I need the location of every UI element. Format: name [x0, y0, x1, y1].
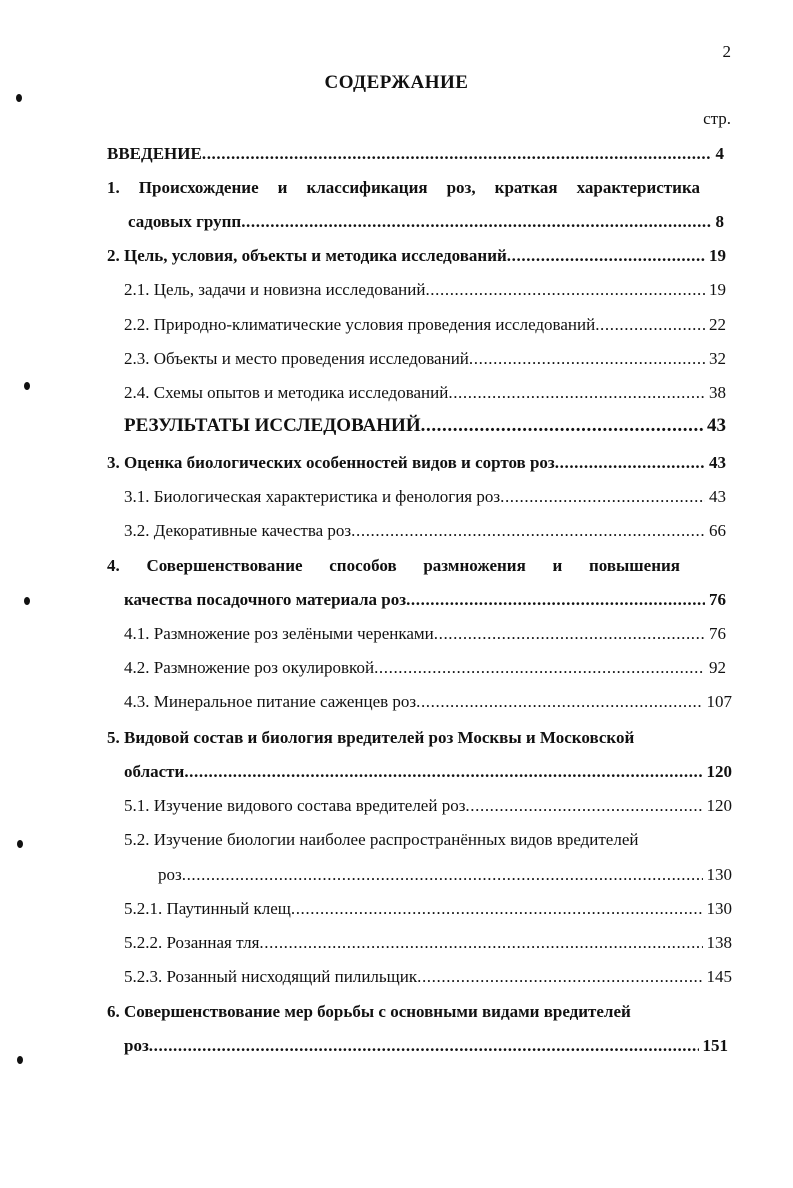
toc-entry-page: 130 [706, 899, 732, 918]
toc-entry-label: 4.3. Минеральное питание саженцев роз [124, 692, 417, 711]
toc-entry-section-6-line1: 6. Совершенствование мер борьбы с основными видами вредителей [107, 1002, 631, 1021]
toc-entry-section-4-1 [124, 622, 726, 646]
toc-entry-page: 120 [706, 796, 732, 815]
toc-entry-page: 66 [709, 521, 726, 540]
toc-entry-label: 3.1. Биологическая характеристика и фенология роз [124, 487, 501, 506]
page-title: СОДЕРЖАНИЕ [324, 72, 469, 93]
toc-entry-page: 4 [715, 144, 724, 163]
toc-entry-page: 32 [709, 349, 726, 368]
scan-margin-mark [17, 840, 23, 848]
toc-entry-section-2-3 [124, 347, 726, 371]
toc-leader-dots [448, 381, 705, 405]
toc-entry-section-3 [107, 451, 726, 475]
toc-leader-dots [291, 897, 703, 921]
toc-leader-dots [500, 485, 705, 509]
toc-entry-section-1-line1: 1. Происхождение и классификация роз, краткая характеристика [107, 178, 700, 197]
toc-leader-dots [417, 965, 702, 989]
toc-entry-label: 3.2. Декоративные качества роз [124, 521, 352, 540]
toc-leader-dots [149, 1034, 699, 1058]
toc-entry-page: 138 [706, 933, 732, 952]
toc-entry-section-5-2-1 [124, 897, 732, 921]
toc-leader-dots [416, 690, 702, 714]
scan-margin-mark [24, 597, 30, 605]
toc-leader-dots [374, 656, 705, 680]
toc-leader-dots [184, 760, 702, 784]
toc-entry-section-5-2 [158, 863, 732, 887]
toc-entry-label: 3. Оценка биологических особенностей видов и сортов роз [107, 453, 555, 472]
toc-entry-label: роз [158, 865, 182, 884]
toc-entry-section-3-2 [124, 519, 726, 543]
toc-entry-label: 2. Цель, условия, объекты и методика исследований [107, 246, 507, 265]
toc-entry-page: 43 [709, 487, 726, 506]
toc-entry-page: 120 [706, 762, 732, 781]
toc-entry-label: 4.2. Размножение роз окулировкой [124, 658, 375, 677]
toc-entry-page: 145 [706, 967, 732, 986]
toc-entry-page: 107 [706, 692, 732, 711]
toc-entry-label: 4.1. Размножение роз зелёными черенками [124, 624, 434, 643]
toc-leader-dots [406, 588, 705, 612]
toc-leader-dots [555, 451, 705, 475]
toc-entry-section-5-2-line1: 5.2. Изучение биологии наиболее распространённых видов вредителей [124, 830, 639, 849]
toc-entry-label: 5.2.3. Розанный нисходящий пилильщик [124, 967, 418, 986]
toc-entry-page: 43 [707, 415, 726, 436]
scan-margin-mark [17, 1056, 23, 1064]
toc-entry-section-4-2 [124, 656, 726, 680]
toc-entry-section-6 [124, 1034, 728, 1058]
toc-entry-label: области [124, 762, 185, 781]
toc-leader-dots [202, 142, 712, 166]
toc-entry-label: садовых групп [128, 212, 242, 231]
scan-margin-mark [16, 94, 22, 102]
toc-leader-dots [434, 622, 705, 646]
toc-entry-page: 76 [709, 624, 726, 643]
toc-entry-label: качества посадочного материала роз [124, 590, 407, 609]
toc-entry-section-5-2-3 [124, 965, 732, 989]
toc-leader-dots [595, 313, 705, 337]
toc-entry-page: 38 [709, 383, 726, 402]
toc-entry-section-2-2 [124, 313, 726, 337]
toc-entry-label: 2.3. Объекты и место проведения исследований [124, 349, 469, 368]
toc-entry-section-5-1 [124, 794, 732, 818]
toc-entry-section-4 [124, 588, 726, 612]
toc-leader-dots [425, 278, 705, 302]
toc-entry-introduction [107, 142, 724, 166]
toc-leader-dots [182, 863, 703, 887]
toc-entry-section-5-2-2 [124, 931, 732, 955]
toc-entry-section-3-1 [124, 485, 726, 509]
toc-entry-label: 5.1. Изучение видового состава вредителей роз [124, 796, 466, 815]
toc-entry-page: 130 [706, 865, 732, 884]
toc-entry-page: 22 [709, 315, 726, 334]
toc-entry-results [124, 414, 726, 438]
toc-entry-section-1 [128, 210, 724, 234]
toc-entry-page: 19 [709, 280, 726, 299]
page-column-label: стр. [703, 109, 731, 128]
toc-entry-page: 76 [709, 590, 726, 609]
toc-entry-section-4-line1: 4. Совершенствование способов размножения и повышения [107, 556, 680, 575]
toc-entry-section-2-1 [124, 278, 726, 302]
toc-entry-label: 5.2.2. Розанная тля [124, 933, 260, 952]
toc-entry-page: 151 [702, 1036, 728, 1055]
toc-entry-section-5 [124, 760, 732, 784]
toc-leader-dots [241, 210, 711, 234]
toc-leader-dots [465, 794, 702, 818]
toc-entry-label: РЕЗУЛЬТАТЫ ИССЛЕДОВАНИЙ [124, 415, 421, 436]
toc-entry-label: 2.4. Схемы опытов и методика исследований [124, 383, 449, 402]
toc-leader-dots [351, 519, 705, 543]
toc-leader-dots [507, 244, 705, 268]
toc-entry-label: 2.2. Природно-климатические условия проведения исследований [124, 315, 596, 334]
page-number: 2 [722, 42, 731, 61]
toc-entry-label: 5.2.1. Паутинный клещ [124, 899, 291, 918]
scan-margin-mark [24, 382, 30, 390]
toc-leader-dots [469, 347, 705, 371]
toc-entry-page: 92 [709, 658, 726, 677]
toc-leader-dots [259, 931, 702, 955]
toc-entry-label: роз [124, 1036, 149, 1055]
toc-entry-page: 8 [715, 212, 724, 231]
toc-leader-dots [421, 414, 703, 438]
toc-entry-section-5-line1: 5. Видовой состав и биология вредителей роз Москвы и Московской [107, 728, 635, 747]
toc-entry-label: ВВЕДЕНИЕ [107, 144, 202, 163]
toc-entry-label: 2.1. Цель, задачи и новизна исследований [124, 280, 426, 299]
toc-entry-section-2-4 [124, 381, 726, 405]
toc-entry-section-2 [107, 244, 726, 268]
toc-entry-page: 19 [709, 246, 726, 265]
toc-entry-page: 43 [709, 453, 726, 472]
toc-entry-section-4-3 [124, 690, 732, 714]
